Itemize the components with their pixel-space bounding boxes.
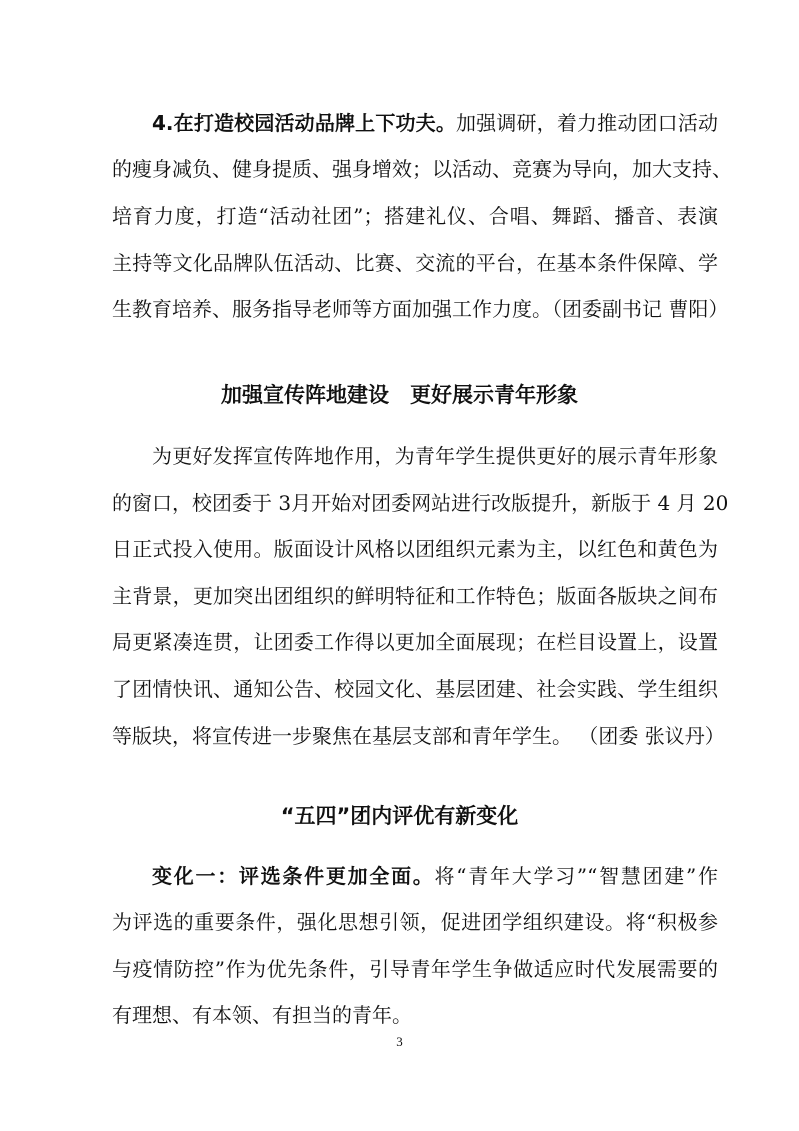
section1-line-1 bbox=[152, 103, 718, 143]
section3-line-4: 有理想、有本领、有担当的青年。 bbox=[112, 1003, 412, 1027]
section2-line-5: 局更紧凑连贯，让团委工作得以更加全面展现；在栏目设置上，设置 bbox=[112, 630, 718, 654]
section2-line-3: 日正式投入使用。版面设计风格以团组织元素为主，以红色和黄色为 bbox=[112, 537, 718, 561]
section1-line-3: 培育力度，打造“活动社团”；搭建礼仪、合唱、舞蹈、播音、表演 bbox=[112, 204, 718, 228]
section1-line-5: 生教育培养、服务指导老师等方面加强工作力度。（团委副书记 曹阳） bbox=[112, 297, 729, 321]
section1-line-4: 主持等文化品牌队伍活动、比赛、交流的平台，在基本条件保障、学 bbox=[112, 251, 718, 275]
section3-heading: “五四”团内评优有新变化 bbox=[280, 804, 519, 828]
section1-title: 4.在打造校园活动品牌上下功夫。 bbox=[152, 111, 457, 135]
section3-line-3: 与疫情防控”作为优先条件，引导青年学生争做适应时代发展需要的 bbox=[112, 957, 718, 981]
section2-line-1: 为更好发挥宣传阵地作用，为青年学生提供更好的展示青年形象 bbox=[152, 444, 718, 468]
section1-line-2: 的瘦身减负、健身提质、强身增效；以活动、竞赛为导向，加大支持、 bbox=[112, 157, 732, 181]
section3-title: 变化一：评选条件更加全面。 bbox=[152, 864, 435, 888]
section3-line-1 bbox=[152, 856, 718, 896]
section1-line1-rest: 加强调研，着力推动团口活动 bbox=[456, 111, 719, 135]
section3-line1-rest: 将“青年大学习”“智慧团建”作 bbox=[434, 864, 718, 888]
section2-line-7: 等版块，将宣传进一步聚焦在基层支部和青年学生。 （团委 张议丹） bbox=[112, 724, 725, 748]
page-number: 3 bbox=[396, 1034, 403, 1049]
section2-line-2: 的窗口，校团委于 3月开始对团委网站进行改版提升，新版于 4 月 20 bbox=[112, 491, 729, 515]
section2-heading: 加强宣传阵地建设 更好展示青年形象 bbox=[221, 383, 578, 407]
section2-line-6: 了团情快讯、通知公告、校园文化、基层团建、社会实践、学生组织 bbox=[112, 677, 718, 701]
section3-line-2: 为评选的重要条件，强化思想引领，促进团学组织建设。将“积极参 bbox=[112, 910, 718, 934]
section2-line-4: 主背景，更加突出团组织的鲜明特征和工作特色；版面各版块之间布 bbox=[112, 584, 718, 608]
